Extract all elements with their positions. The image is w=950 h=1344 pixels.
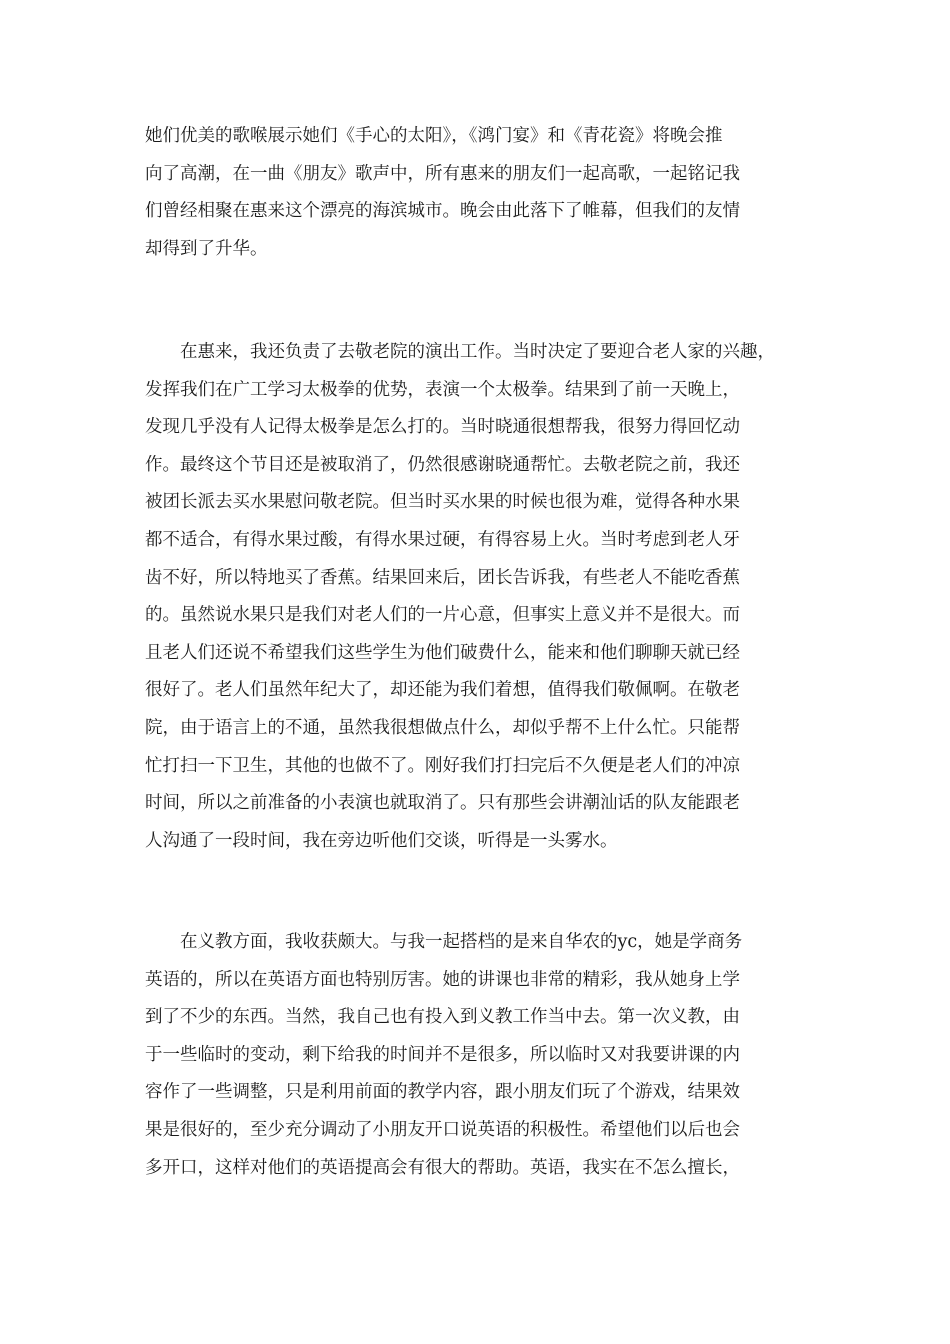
text-line: 齿不好，所以特地买了香蕉。结果回来后，团长告诉我，有些老人不能吃香蕉 (145, 567, 740, 588)
text-line: 人沟通了一段时间，我在旁边听他们交谈，听得是一头雾水。 (145, 830, 618, 851)
paragraph-evening-show (145, 118, 825, 268)
text-line: 忙打扫一下卫生，其他的也做不了。刚好我们打扫完后不久便是老人们的冲凉 (145, 755, 740, 776)
text-line: 发现几乎没有人记得太极拳是怎么打的。当时晓通很想帮我，很努力得回忆动 (145, 417, 740, 438)
text-line: 作。最终这个节目还是被取消了，仍然很感谢晓通帮忙。去敬老院之前，我还 (145, 454, 740, 475)
text-line: 却得到了升华。 (145, 238, 268, 259)
text-line: 她们优美的歌喉展示她们《手心的太阳》，《鸿门宴》和《青花瓷》将晚会推 (145, 126, 723, 146)
text-line: 被团长派去买水果慰问敬老院。但当时买水果的时候也很为难，觉得各种水果 (145, 492, 740, 513)
text-line: 都不适合，有得水果过酸，有得水果过硬，有得容易上火。当时考虑到老人牙 (145, 529, 740, 550)
text-line: 在惠来，我还负责了去敬老院的演出工作。当时决定了要迎合老人家的兴趣， (145, 342, 775, 362)
text-line: 向了高潮，在一曲《朋友》歌声中，所有惠来的朋友们一起高歌，一起铭记我 (145, 163, 740, 184)
text-line: 英语的，所以在英语方面也特别厉害。她的讲课也非常的精彩，我从她身上学 (145, 969, 740, 990)
text-line: 在义教方面，我收获颇大。与我一起搭档的是来自华农的yc，她是学商务 (145, 932, 743, 952)
paragraph-nursing-home (145, 334, 825, 860)
text-line: 们曾经相聚在惠来这个漂亮的海滨城市。晚会由此落下了帷幕，但我们的友情 (145, 201, 740, 222)
paragraph-volunteer-teaching (145, 924, 825, 1187)
text-line: 发挥我们在广工学习太极拳的优势，表演一个太极拳。结果到了前一天晚上， (145, 379, 740, 400)
text-line: 果是很好的，至少充分调动了小朋友开口说英语的积极性。希望他们以后也会 (145, 1119, 740, 1140)
text-line: 到了不少的东西。当然，我自己也有投入到义教工作当中去。第一次义教，由 (145, 1007, 740, 1028)
text-line: 的。虽然说水果只是我们对老人们的一片心意，但事实上意义并不是很大。而 (145, 605, 740, 626)
text-line: 于一些临时的变动，剩下给我的时间并不是很多，所以临时又对我要讲课的内 (145, 1044, 740, 1065)
text-line: 很好了。老人们虽然年纪大了，却还能为我们着想，值得我们敬佩啊。在敬老 (145, 680, 740, 701)
text-line: 院，由于语言上的不通，虽然我很想做点什么，却似乎帮不上什么忙。只能帮 (145, 717, 740, 738)
text-line: 容作了一些调整，只是利用前面的教学内容，跟小朋友们玩了个游戏，结果效 (145, 1082, 740, 1103)
text-line: 多开口，这样对他们的英语提高会有很大的帮助。英语，我实在不怎么擅长， (145, 1157, 740, 1178)
text-line: 且老人们还说不希望我们这些学生为他们破费什么，能来和他们聊聊天就已经 (145, 642, 740, 663)
text-line: 时间，所以之前准备的小表演也就取消了。只有那些会讲潮汕话的队友能跟老 (145, 793, 740, 814)
